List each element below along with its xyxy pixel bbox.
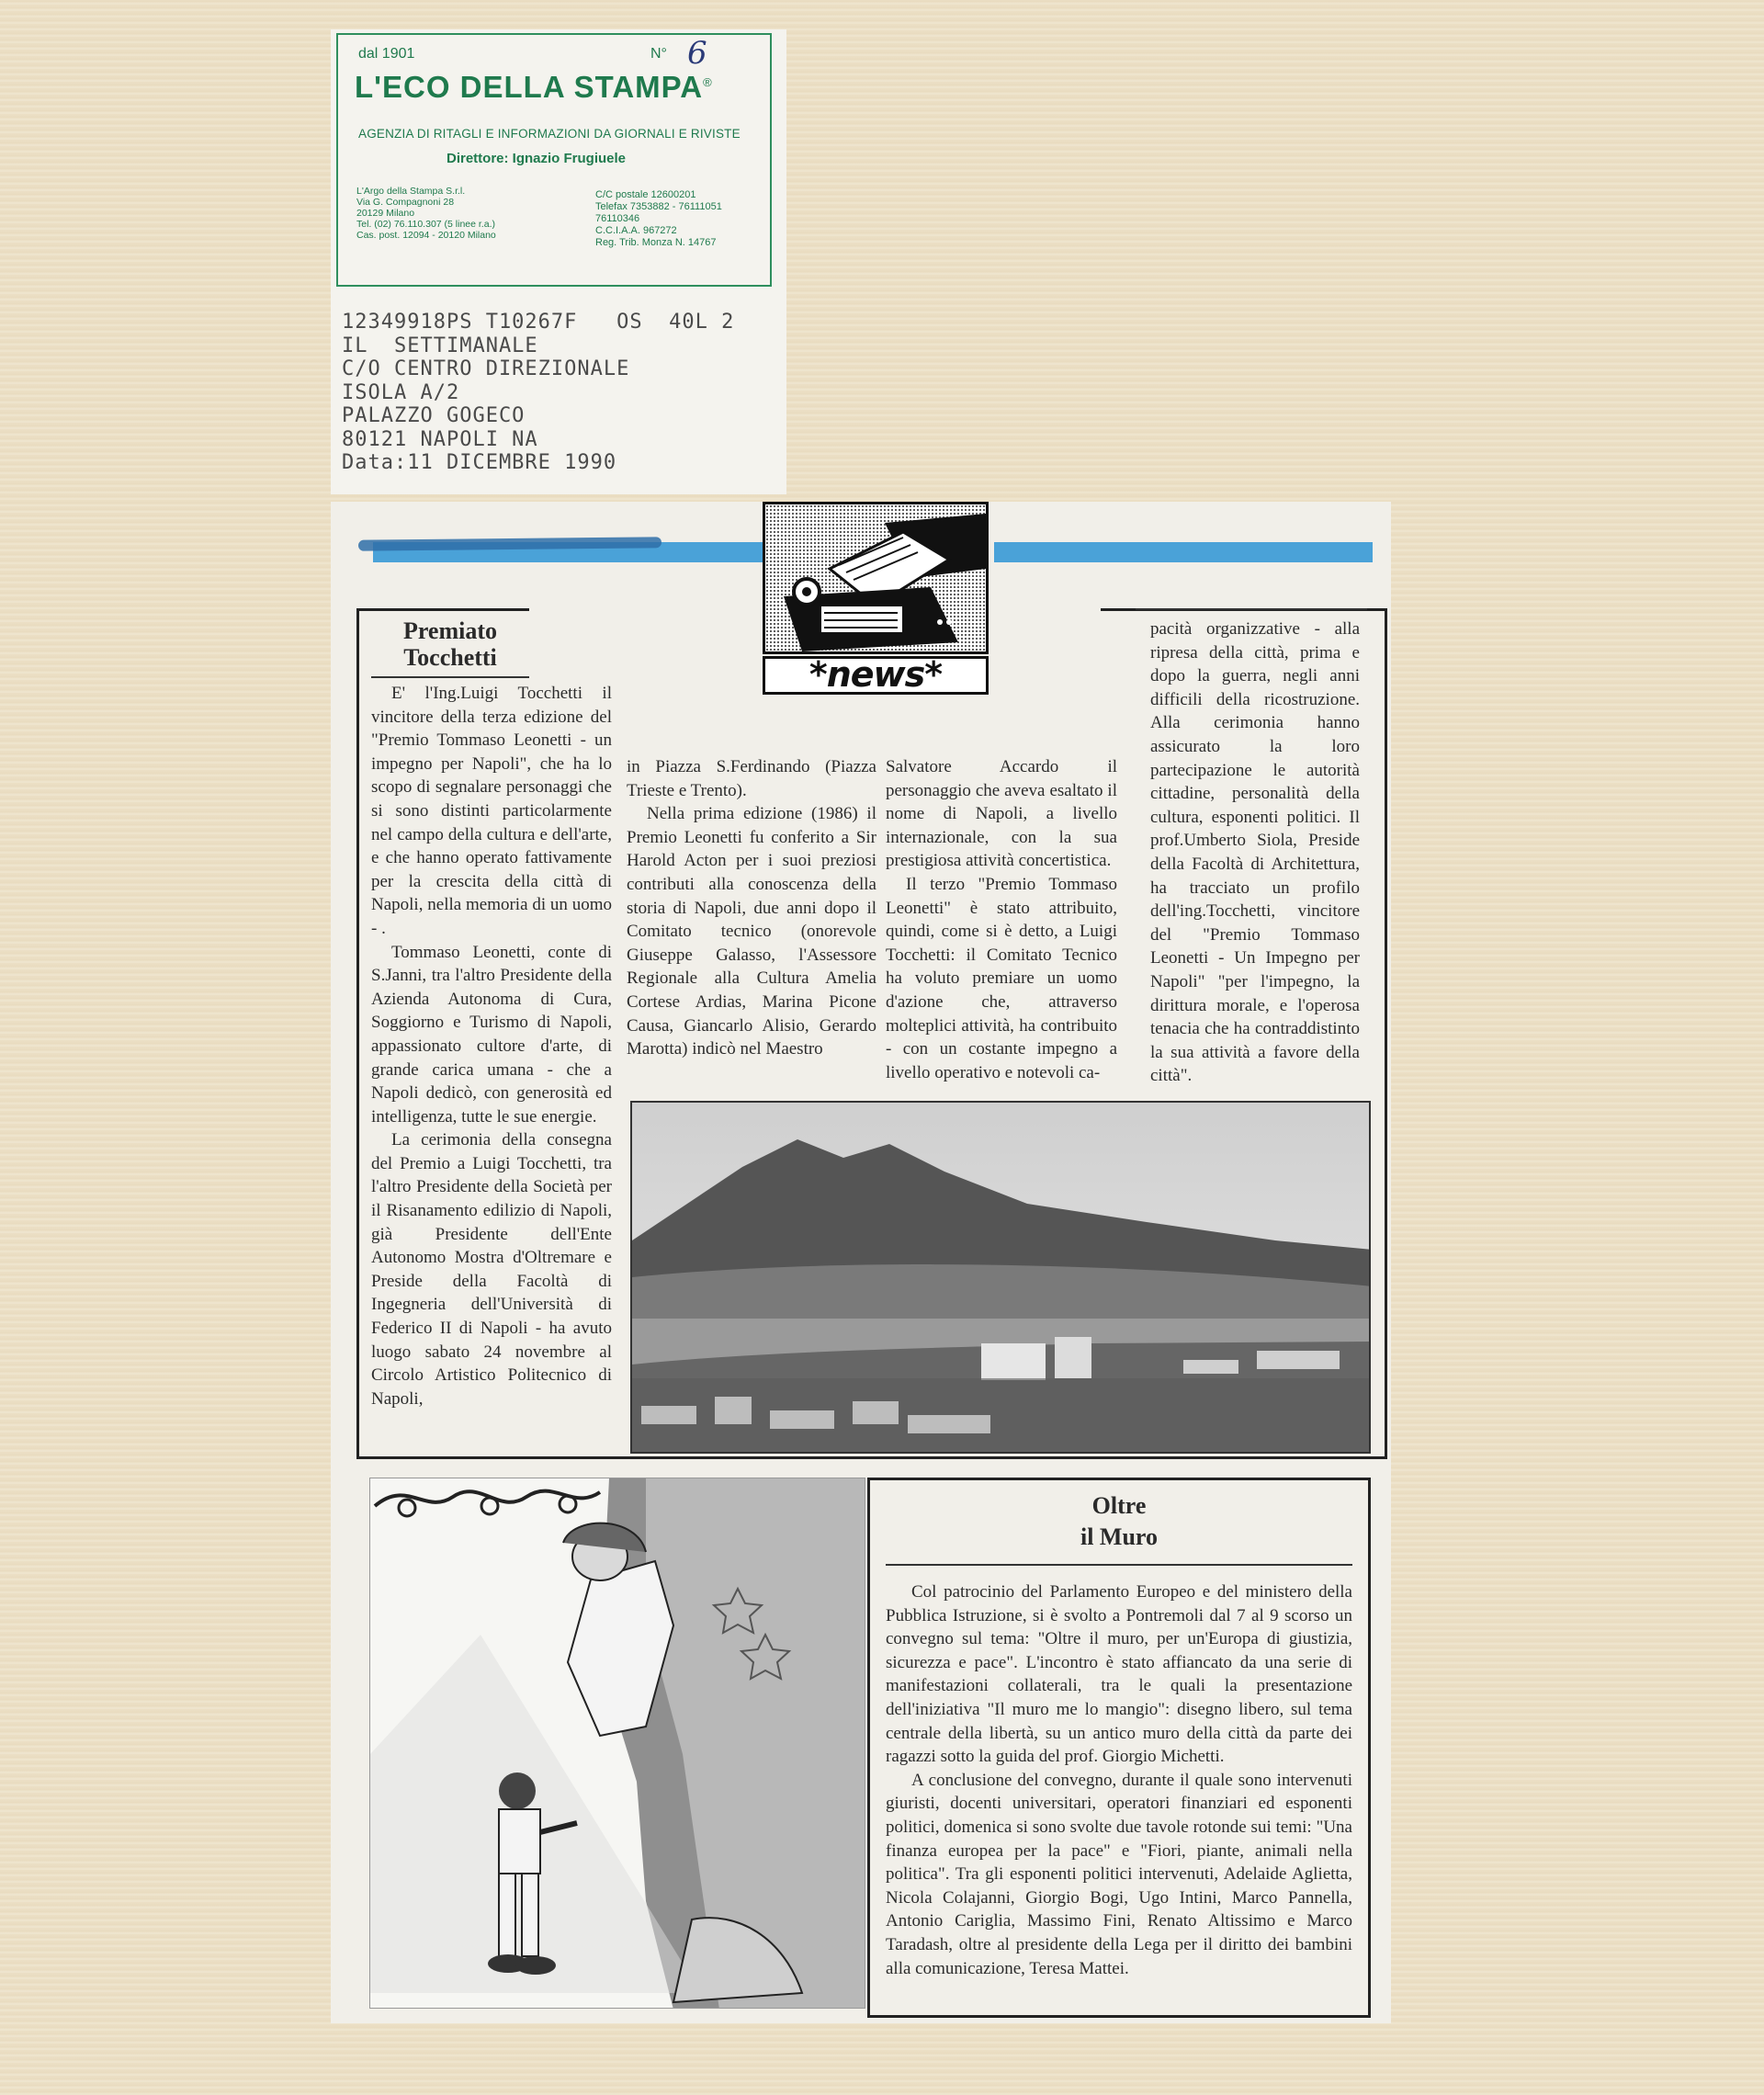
- news-logo: [763, 502, 989, 695]
- registered-mark: ®: [703, 75, 713, 89]
- paragraph: Nella prima edizione (1986) il Premio Leonetti fu conferito a Sir Harold Acton per i suoi preziosi contributi alla conoscenza della storia di Napoli, due anni dopo il Comitato tecnico (onorevole Giuseppe Galasso, l'Assessore Regionale alla Cultura Amelia Cortese Ardias, Marina Picone Causa, Giancarlo Alisio, Gerardo Marotta) indicò nel Maestro: [627, 804, 876, 1059]
- article-column-4: [1150, 617, 1360, 1088]
- article-column-1: [371, 682, 612, 1410]
- mailing-label-line: IL SETTIMANALE: [342, 334, 538, 357]
- title-line: Oltre: [1091, 1492, 1147, 1519]
- address-line: Tel. (02) 76.110.307 (5 linee r.a.): [356, 219, 495, 230]
- typewriter-illustration: [763, 502, 989, 654]
- paragraph: pacità organizzative - alla ripresa della città, prima e dopo la guerra, negli anni difficili della ricostruzione. Alla cerimonia hanno assicurato la loro partecipazione le autorità cittadine, personalità della cultura, esponenti politici. Il prof.Umberto Siola, Preside della Facoltà di Architettura, ha tracciato un profilo dell'ing.Tocchetti, vincitore del "Premio Tommaso Leonetti - Un Impegno per Napoli" "per l'impegno, la dirittura morale, e l'operosa tenacia che ha contraddistinto la sua attività a favore della città".: [1150, 619, 1360, 1086]
- paragraph: Salvatore Accardo il personaggio che aveva esaltato il nome di Napoli, a livello internazionale, con la sua prestigiosa attività concertistica.: [886, 757, 1117, 871]
- girl-and-boy-wall-drawing: [370, 1478, 865, 2009]
- vesuvius-photo-image: [632, 1103, 1371, 1454]
- wall-illustration: [369, 1478, 865, 2009]
- agency-brand-text: L'ECO DELLA STAMPA: [355, 70, 704, 104]
- paragraph: E' l'Ing.Luigi Tocchetti il vincitore della terza edizione del "Premio Tommaso Leonetti - un impegno per Napoli", che ha lo scopo di segnalare personaggi che si sono distinti particolarmente nel campo della cultura e dell'arte, e che hanno operato fattivamente per la crescita della città di Napoli, nella memoria di un uomo - .: [371, 684, 612, 938]
- title-line: il Muro: [1080, 1523, 1159, 1550]
- address-line: 20129 Milano: [356, 208, 415, 219]
- naples-bay-photo: [630, 1101, 1371, 1454]
- mailing-label-line: 12349918PS T10267F OS 40L 2: [342, 311, 735, 334]
- address-line: Reg. Trib. Monza N. 14767: [595, 237, 717, 248]
- address-line: L'Argo della Stampa S.r.l.: [356, 186, 466, 197]
- article-column-2: [627, 755, 876, 1061]
- mailing-label-line: PALAZZO GOGECO: [342, 404, 526, 427]
- paragraph: La cerimonia della consegna del Premio a Luigi Tocchetti, tra l'altro Presidente della Società per il Risanamento edilizio di Napoli, già Presidente dell'Ente Autonomo Mostra d'Oltremare e Preside della Facoltà di Ingegneria dell'Università di Federico II di Napoli - ha avuto luogo sabato 24 novembre al Circolo Artistico Politecnico di Napoli,: [371, 1130, 612, 1409]
- address-right: [595, 189, 722, 249]
- header-bar-right: [994, 542, 1373, 562]
- column-rule: [1136, 608, 1367, 610]
- article-title: [867, 1490, 1371, 1553]
- handwritten-number: 6: [687, 35, 707, 72]
- mailing-label-line: 80121 NAPOLI NA: [342, 427, 538, 451]
- article-column-3: [886, 755, 1117, 1084]
- agency-description: AGENZIA DI RITAGLI E INFORMAZIONI DA GIORNALI E RIVISTE: [358, 127, 741, 141]
- news-wordmark: *news*: [763, 656, 989, 695]
- paragraph: Il terzo "Premio Tommaso Leonetti" è stato attribuito, quindi, come si è detto, a Luigi Tocchetti: il Comitato Tecnico ha voluto premiare un uomo d'azione che, attraverso molteplici attività, ha contribuito - con un costante impegno a livello operativo e notevoli ca-: [886, 874, 1117, 1082]
- address-line: 76110346: [595, 213, 640, 224]
- typewriter-hands-icon: [765, 504, 986, 651]
- agency-brand: [355, 70, 713, 105]
- press-clipping-slip: [331, 29, 786, 494]
- mailing-label-line: C/O CENTRO DIREZIONALE: [342, 357, 630, 380]
- mailing-label-line: ISOLA A/2: [342, 380, 460, 404]
- paragraph: in Piazza S.Ferdinando (Piazza Trieste e Trento).: [627, 757, 876, 800]
- paragraph: Col patrocinio del Parlamento Europeo e del ministero della Pubblica Istruzione, si è svolto a Pontremoli dal 7 al 9 scorso un convegno sul tema: "Oltre il muro, per un'Europa di giustizia, sicurezza e pace". L'incontro è stato affiancato da una serie di manifestazioni collaterali, tra le quali la presentazione dell'iniziativa "Il muro me lo mangio": disegno libero, sul tema centrale della libertà, su un antico muro della città da parte dei ragazzi sotto la guida del prof. Giorgio Michetti.: [886, 1582, 1352, 1767]
- address-line: C/C postale 12600201: [595, 189, 696, 200]
- founded-year: dal 1901: [358, 46, 415, 62]
- newspaper-clipping: [331, 502, 1391, 2023]
- address-line: Via G. Compagnoni 28: [356, 197, 455, 208]
- mailing-label-date: Data:11 DICEMBRE 1990: [342, 451, 617, 474]
- article-body: [886, 1580, 1352, 1980]
- agency-director: Direttore: Ignazio Frugiuele: [447, 151, 627, 166]
- article-title: Premiato Tocchetti: [402, 617, 498, 671]
- paragraph: A conclusione del convegno, durante il quale sono intervenuti giuristi, docenti universitari, operatori finanziari ed esponenti politici, domenica si sono svolte due tavole rotonde sui temi: "Una finanza europea per la pace" e "Fiori, piante, animali nella politica". Tra gli esponenti politici intervenuti, Adelaide Aglietta, Nicola Colajanni, Giorgio Bogi, Ugo Intini, Marco Pannella, Antonio Cariglia, Massimo Fini, Renato Altissimo e Marco Taradash, oltre al presidente della Lega per il diritto dei bambini alla comunicazione, Teresa Mattei.: [886, 1770, 1352, 1978]
- address-line: C.C.I.A.A. 967272: [595, 225, 677, 236]
- title-rule: [371, 676, 529, 678]
- number-label: N°: [650, 46, 667, 62]
- paragraph: Tommaso Leonetti, conte di S.Janni, tra l'altro Presidente della Azienda Autonoma di Cura, Soggiorno e Turismo di Napoli, appassionato cultore d'arte, di grande carica umana - che a Napoli dedicò, con generosità ed intelligenza, tutte le sue energie.: [371, 942, 612, 1127]
- title-rule: [886, 1564, 1352, 1566]
- address-left: [356, 186, 496, 241]
- address-line: Telefax 7353882 - 76111051: [595, 201, 722, 212]
- address-line: Cas. post. 12094 - 20120 Milano: [356, 230, 496, 241]
- agency-header-box: [336, 33, 772, 287]
